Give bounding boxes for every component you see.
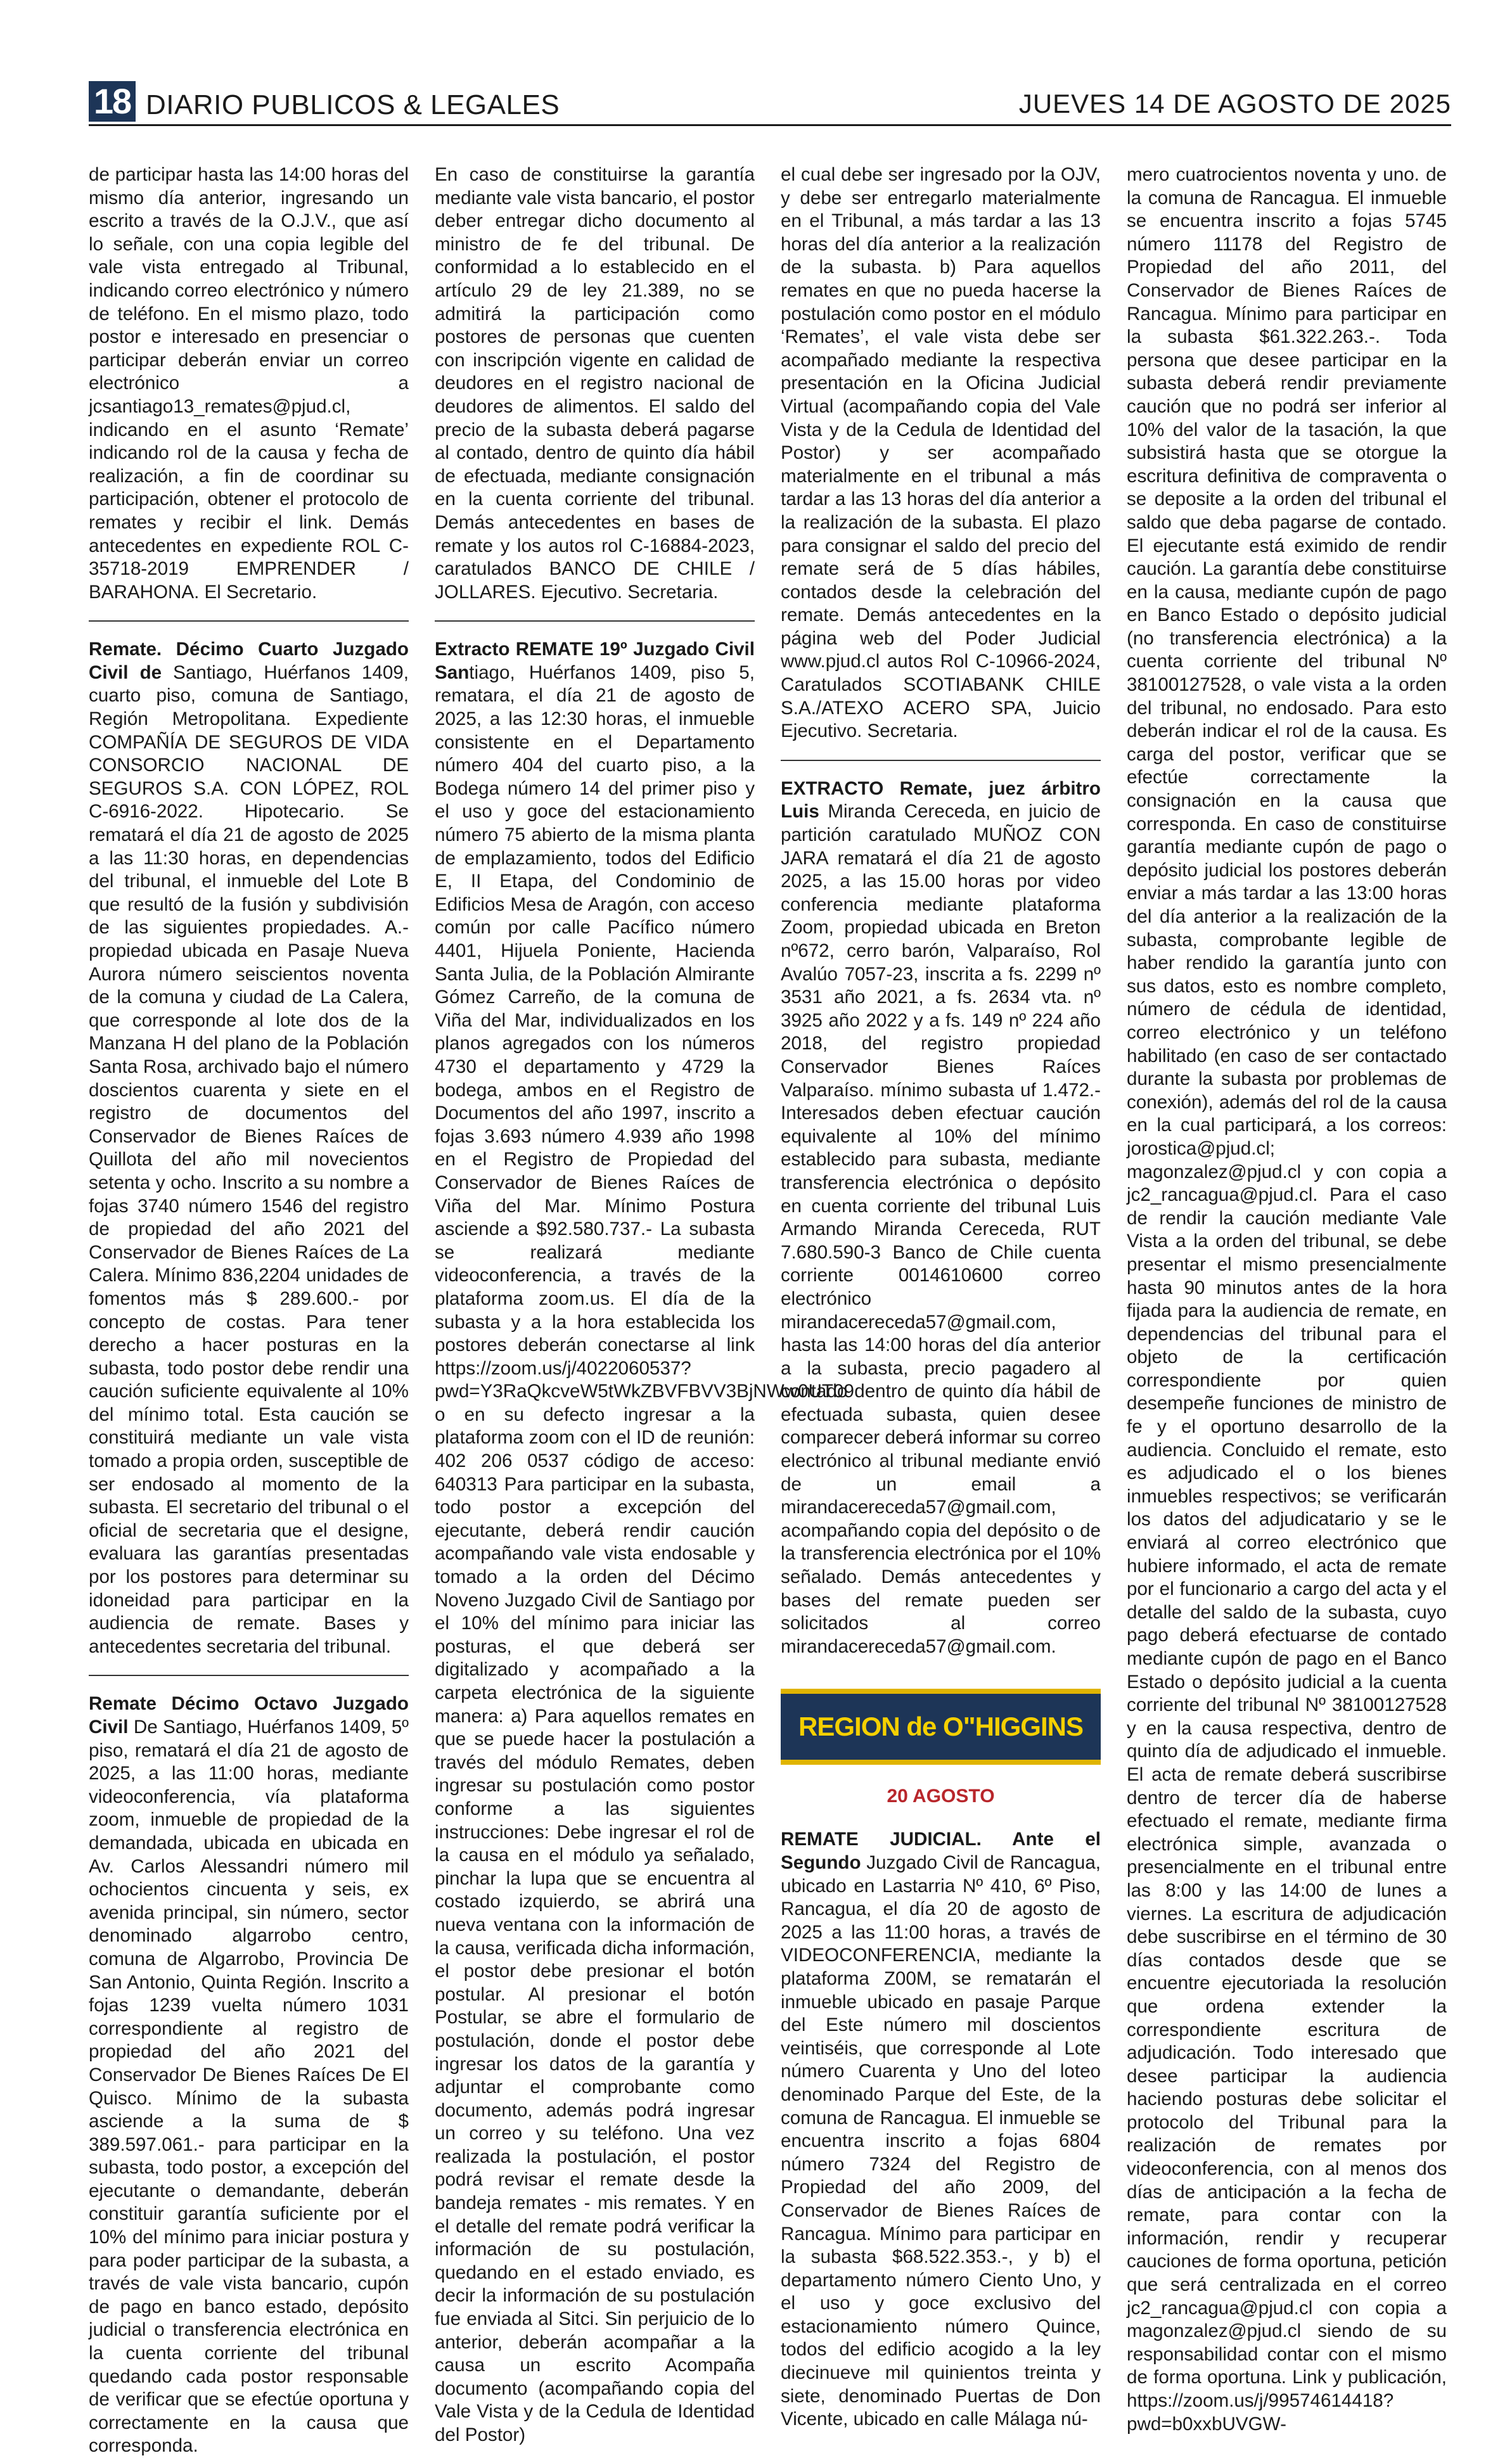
notice-separator [89, 1675, 409, 1676]
section-date-heading: 20 AGOSTO [887, 1786, 995, 1807]
notice-text: Miranda Cereceda, en juicio de partición caratulado MUÑOZ CON JARA rematará el día 21 de agosto 2025, a las 15.00 horas por video conferencia mediante plataforma Zoom, propiedad ubicada en Breton nº672, cerro barón, Valparaíso, Rol Avalúo 7057-23, inscrita a fs. 2299 nº 3531 año 2021, a fs. 2634 vta. nº 3925 año 2022 y a fs. 149 nº 224 año 2018, del registro propiedad Conservador Bienes Raíces Valparaíso. mínimo subasta uf 1.472.- Interesados deben efectuar caución equivalente al 10% del mínimo establecido para subasta, mediante transferencia electrónica o depósito en cuenta corriente del tribunal Luis Armando Miranda Cereceda, RUT 7.680.590-3 Banco de Chile cuenta corriente 0014610600 correo electrónico mirandacereceda57@gmail.com, hasta las 14:00 horas del día anterior a la subasta, precio pagadero al contado dentro de quinto día hábil de efectuada subasta, quien desee comparecer deberá informar su correo electrónico al tribunal mediante envió de un email a mirandacereceda57@gmail.com, acompañando copia del depósito o de la transferencia electrónica por el 10% señalado. Demás antecedentes y bases del remate pueden ser solicitados al correo mirandacereceda57@gmail.com. [781, 801, 1101, 1657]
notice-separator [89, 620, 409, 622]
notice-paragraph [1127, 163, 1447, 2436]
column-3 [781, 163, 1101, 2430]
notice-paragraph [781, 163, 1101, 743]
notice-paragraph [781, 778, 1101, 1659]
notice-paragraph [89, 1693, 409, 2458]
publication-date: JUEVES 14 DE AGOSTO DE 2025 [1018, 89, 1451, 118]
notice-heading: EXTRACTO Remate, juez árbitro Luis [781, 778, 1101, 823]
notice-paragraph [89, 638, 409, 1658]
notice-text: el cual debe ser ingresado por la OJV, y debe ser entregarlo materialmente en el Tribunal, a más tardar a las 13 horas del día anterior a la realización de la subasta. b) Para aquellos remates en que no pueda hacerse la postulación como postor en el módulo ‘Remates’, el vale vista debe ser acompañado mediante la respectiva presentación en la Oficina Judicial Virtual (acompañando copia del Vale Vista y de la Cedula de Identidad del Postor) y ser acompañado materialmente en el tribunal a más tardar a las 13 horas del día anterior a la realización de la subasta. El plazo para consignar el saldo del precio del remate será de 5 días hábiles, contados desde la celebración del remate. Demás antecedentes en la página web del Poder Judicial www.pjud.cl autos Rol C-10966-2024, Caratulados SCOTIABANK CHILE S.A./ATEXO ACERO SPA, Juicio Ejecutivo. Secretaria. [781, 164, 1101, 742]
notice-paragraph [435, 163, 755, 604]
notice-text: Santiago, Huérfanos 1409, cuarto piso, comuna de Santiago, Región Metropolitana. Expediente COMPAÑÍA DE SEGUROS DE VIDA CONSORCIO NACIONAL DE SEGUROS S.A. CON LÓPEZ, ROL C-6916-2022. Hipotecario. Se rematará el día 21 de agosto de 2025 a las 11:30 horas, en dependencias del tribunal, el inmueble del Lote B que resultó de la fusión y subdivisión de las siguientes propiedades. A.- propiedad ubicada en Pasaje Nueva Aurora número seiscientos noventa de la comuna y ciudad de La Calera, que corresponde al lote dos de la Manzana H del plano de la Población Santa Rosa, archivado bajo el número doscientos cuarenta y siete en el registro de documentos del Conservador de Bienes Raíces de Quillota del año mil novecientos setenta y ocho. Inscrito a su nombre a fojas 3740 número 1546 del registro de propiedad del año 2021 del Conservador de Bienes Raíces de La Calera. Mínimo 836,2204 unidades de fomentos más $ 289.600.- por concepto de costas. Para tener derecho a hacer posturas en la subasta, todo postor debe rendir una caución suficiente equivalente al 10% del mínimo total. Esta caución se constituirá mediante un vale vista tomado a propia orden, susceptible de ser endosado al momento de la subasta. El secretario del tribunal o el oficial de secretaria que el designe, evaluara las garantías presentadas por los postores para determinar su idoneidad para participar en la audiencia de remate. Bases y antecedentes secretaria del tribunal. [89, 662, 409, 1657]
column-2 [435, 163, 854, 2445]
notice-heading: Remate. Décimo Cuarto Juzgado Civil de [89, 639, 409, 683]
notice-heading: REMATE JUDICIAL. Ante el Segundo [781, 1829, 1101, 1873]
notice-paragraph [89, 163, 409, 604]
notice-text: tiago, Huérfanos 1409, piso 5, rematara, el día 21 de agosto de 2025, a las 12:30 horas, el inmueble consistente en el Departamento número 404 del cuarto piso, a la Bodega número 14 del primer piso y el uso y goce del estacionamiento número 75 abierto de la misma planta de emplazamiento, todos del Edificio E, II Etapa, del Condominio de Edificios Mesa de Aragón, con acceso común por calle Pacífico número 4401, Hijuela Poniente, Hacienda Santa Julia, de la Población Almirante Gómez Carreño, de la comuna de Viña del Mar, individualizados en los planos agregados con los números 4730 el departamento y 4729 la bodega, ambos en el Registro de Documentos del año 1997, inscrito a fojas 3.693 número 4.939 año 1998 en el Registro de Propiedad del Conservador de Bienes Raíces de Viña del Mar. Mínimo Postura asciende a $92.580.737.- La subasta se realizará mediante videoconferencia, a través de la plataforma zoom.us. El día de la subasta y a la hora establecida los postores deberán conectarse al link https://zoom.us/j/4022060537?pwd=Y3RaQkcveW5tWkZBVFBVV3BjNWw0UT09 o en su defecto ingresar a la plataforma zoom con el ID de reunión: 402 206 0537 código de acceso: 640313 Para participar en la subasta, todo postor a excepción del ejecutante, deberá rendir caución acompañando vale vista endosable y tomado a la orden del Décimo Noveno Juzgado Civil de Santiago por el 10% del mínimo para iniciar las posturas, el que deberá ser digitalizado y acompañado a la carpeta electrónica de la siguiente manera: a) Para aquellos remates en que se puede hacer la postulación a través del módulo Remates, deben ingresar su postulación como postor conforme a las siguientes instrucciones: Debe ingresar el rol de la causa en el módulo ya señalado, pinchar la lupa que se encuentra al costado izquierdo, se abrirá una nueva ventana con la información de la causa, verificada dicha información, el postor debe presionar el botón postular. Al presionar el botón Postular, se abre el formulario de postulación, donde el postor debe ingresar los datos de la garantía y adjuntar el comprobante como documento, además podrá ingresar un correo y su teléfono. Una vez realizada la postulación, el postor podrá revisar el remate desde la bandeja remates - mis remates. Y en el detalle del remate podrá verificar la información de su postulación, quedando en el estado enviado, es decir la información de su postulación fue enviada al Sitci. Sin perjuicio de lo anterior, deberán acompañar a la causa un escrito Acompaña documento (acompañando copia del Vale Vista y de la Cedula de Identidad del Postor) [435, 662, 854, 2445]
notice-text: de participar hasta las 14:00 horas del mismo día anterior, ingresando un escrito a través de la O.J.V., que así lo señale, con una copia legible del vale vista entregado al Tribunal, indicando correo electrónico y número de teléfono. En el mismo plazo, todo postor e interesado en presenciar o participar deberán enviar un correo electrónico a jcsantiago13_remates@pjud.cl, indicando en el asunto ‘Remate’ indicando rol de la causa y fecha de realización, a fin de coordinar su participación, obtener el protocolo de remates y recibir el link. Demás antecedentes en expediente ROL C-35718-2019 EMPRENDER / BARAHONA. El Secretario. [89, 164, 409, 603]
notice-heading: Remate Décimo Octavo Juzgado Civil [89, 1693, 409, 1738]
page-header [89, 76, 1451, 127]
notice-heading: Extracto REMATE 19º Juzgado Civil San [435, 639, 755, 683]
page-number: 18 [89, 81, 136, 122]
notice-text: Juzgado Civil de Rancagua, ubicado en Lastarria Nº 410, 6º Piso, Rancagua, el día 20 de agosto de 2025 a las 11:00 horas, a través de VIDEOCONFERENCIA, mediante la plataforma Z00M, se rematarán el inmueble ubicado en pasaje Parque del Este número mil doscientos veintiséis, que corresponde al Lote número Cuarenta y Uno del loteo denominado Parque del Este, de la comuna de Rancagua. El inmueble se encuentra inscrito a fojas 6804 número 7324 del Registro de Propiedad del año 2009, del Conservador de Bienes Raíces de Rancagua. Mínimo para participar en la subasta $68.522.353.-, y b) el departamento número Ciento Uno, y el uso y goce exclusivo del estacionamiento número Quince, todos del edificio acogido a la ley diecinueve mil quinientos treinta y siete, denominado Puertas de Don Vicente, ubicado en calle Málaga nú- [781, 1852, 1101, 2430]
notice-paragraph [781, 1828, 1101, 2431]
column-4 [1127, 163, 1447, 2435]
column-1 [89, 163, 409, 2457]
publication-name: DIARIO PUBLICOS & LEGALES [146, 89, 560, 120]
notice-text: mero cuatrocientos noventa y uno. de la comuna de Rancagua. El inmueble se encuentra inscrito a fojas 5745 número 11178 del Registro de Propiedad del año 2011, del Conservador de Bienes Raíces de Rancagua. Mínimo para participar en la subasta $61.322.263.-. Toda persona que desee participar en la subasta deberá rendir previamente caución que no podrá ser inferior al 10% del valor de la tasación, la que subsistirá hasta que se otorgue la escritura definitiva de compraventa o se deposite a la orden del tribunal el saldo que deba pagarse de contado. El ejecutante está eximido de rendir caución. La garantía debe constituirse en la causa, mediante cupón de pago en Banco Estado o depósito judicial (no transferencia electrónica) a la cuenta corriente del tribunal Nº 38100127528, o vale vista a la orden del tribunal, no endosado. Para esto deberán indicar el rol de la causa. Es carga del postor, verificar que se efectúe correctamente la consignación en la causa que corresponda. En caso de constituirse garantía mediante cupón de pago o depósito judicial los postores deberán enviar a más tardar a las 13:00 horas del día anterior a la realización de la subasta, comprobante legible de haber rendido la garantía junto con sus datos, esto es nombre completo, número de cédula de identidad, correo electrónico y un teléfono habilitado (en caso de ser contactado durante la subasta por problemas de conexión), además del rol de la causa en la cual participará, a los correos: jorostica@pjud.cl; magonzalez@pjud.cl y con copia a jc2_rancagua@pjud.cl. Para el caso de rendir la caución mediante Vale Vista a la orden del tribunal, se debe presentar el mismo presencialmente hasta 90 minutos antes de la hora fijada para la audiencia de remate, en dependencias del tribunal para el objeto de la certificación correspondiente por quien desempeñe funciones de ministro de fe y el oportuno desarrollo de la audiencia. Concluido el remate, esto es adjudicado el o los bienes inmuebles respectivos; se verificarán los datos del adjudicatario y se le enviará al correo electrónico que hubiere informado, el acta de remate por el funcionario a cargo del acta y el detalle del saldo de la subasta, cuyo pago deberá efectuarse de contado mediante cupón de pago en el Banco Estado o depósito judicial a la cuenta corriente del tribunal Nº 38100127528 y en la causa respectiva, dentro de quinto día de adjudicado el inmueble. El acta de remate deberá suscribirse dentro de tercer día de haberse efectuado el remate, mediante firma electrónica simple, avanzada o presencialmente en el tribunal entre las 8:00 y las 14:00 de lunes a viernes. La escritura de adjudicación debe suscribirse en el término de 30 días contados desde que se encuentre ejecutoriada la resolución que ordena extender la correspondiente escritura de adjudicación. Todo interesado que desee participar la audiencia haciendo posturas debe solicitar el protocolo del Tribunal para la realización de remates por videoconferencia, con al menos dos días de anticipación a la fecha de remate, para contar con la información, rendir y recuperar cauciones de forma oportuna, petición que será centralizada en el correo jc2_rancagua@pjud.cl con copia a magonzalez@pjud.cl siendo de su responsabilidad contar con el mismo de forma oportuna. Link y publicación, https://zoom.us/j/99574614418?pwd=b0xxbUVGW- [1127, 164, 1447, 2435]
notice-paragraph [435, 638, 854, 2447]
notice-separator [435, 620, 755, 622]
header-rule [89, 124, 1451, 126]
notice-separator [781, 760, 1101, 761]
notice-text: En caso de constituirse la garantía mediante vale vista bancario, el postor deber entregar dicho documento al ministro de fe del tribunal. De conformidad a lo establecido en el artículo 29 de ley 21.389, no se admitirá la participación como postores de personas que cuenten con inscripción vigente en calidad de deudores en el registro nacional de deudores de alimentos. El saldo del precio de la subasta deberá pagarse al contado, dentro de quinto día hábil de efectuada, mediante consignación en la cuenta corriente del tribunal. Demás antecedentes en bases de remate y los autos rol C-16884-2023, caratulados BANCO DE CHILE / JOLLARES. Ejecutivo. Secretaria. [435, 164, 755, 603]
region-banner: REGION de O"HIGGINS [781, 1689, 1101, 1765]
notice-text: De Santiago, Huérfanos 1409, 5º piso, rematará el día 21 de agosto de 2025, a las 11:00 horas, mediante videoconferencia, vía plataforma zoom, inmueble de propiedad de la demandada, ubicada en ubicada en Av. Carlos Alessandri número mil ochocientos cincuenta y seis, ex avenida principal, sin número, sector denominado algarrobo centro, comuna de Algarrobo, Provincia De San Antonio, Quinta Región. Inscrito a fojas 1239 vuelta número 1031 correspondiente al registro de propiedad del año 2021 del Conservador De Bienes Raíces De El Quisco. Mínimo de la subasta asciende a la suma de $ 389.597.061.- para participar en la subasta, todo postor, a excepción del ejecutante o demandante, deberán constituir garantía suficiente por el 10% del mínimo para iniciar postura y para poder participar de la subasta, a través de vale vista bancario, cupón de pago en banco estado, depósito judicial o transferencia electrónica en la cuenta corriente del tribunal quedando cada postor responsable de verificar que se efectúe oportuna y correctamente en la causa que corresponda. [89, 1717, 409, 2457]
